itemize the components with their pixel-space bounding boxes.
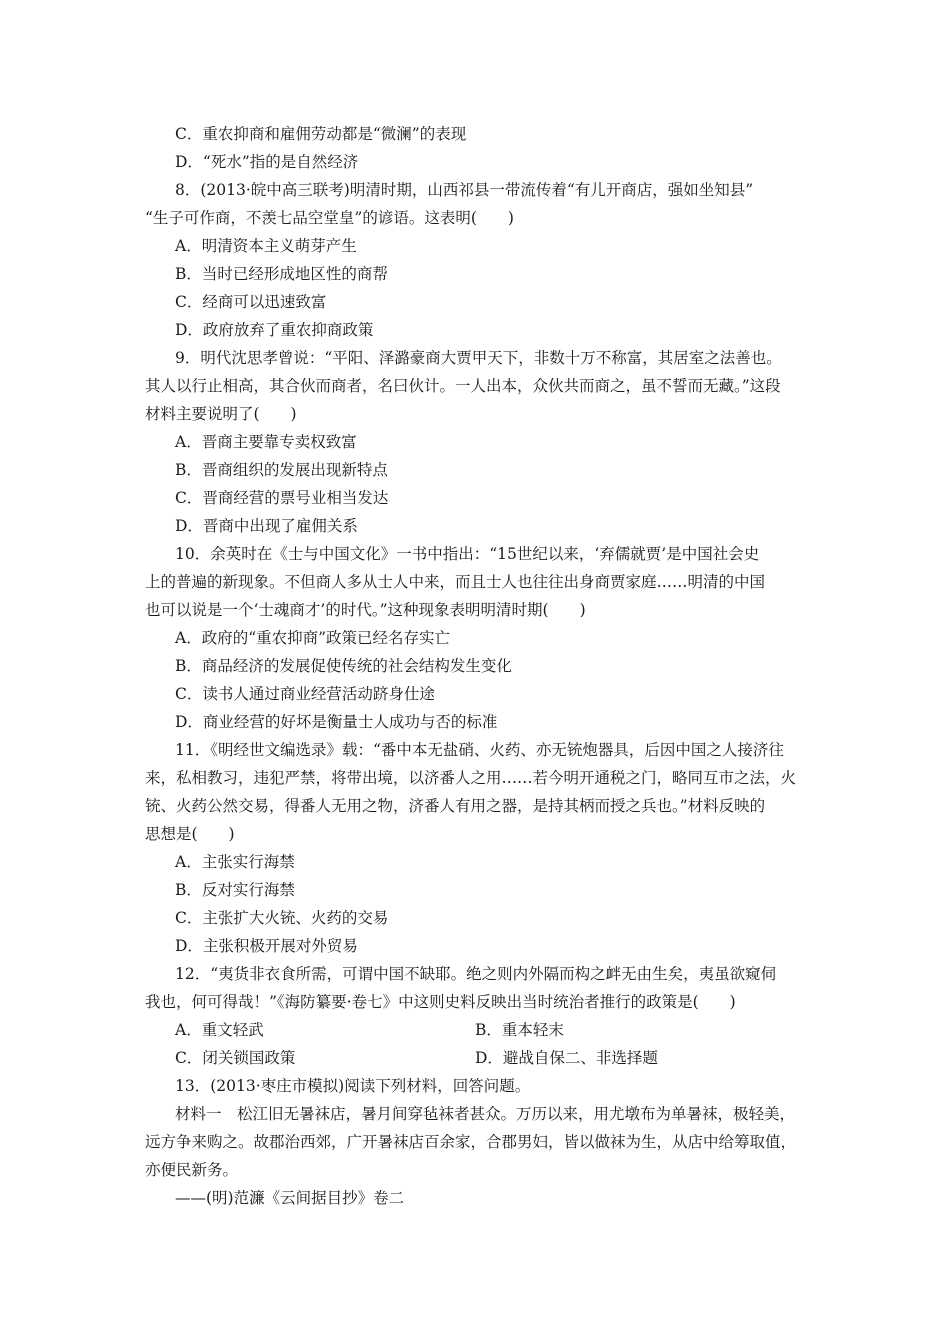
q9-stem-line-2: 其人以行止相高，其合伙而商者，名曰伙计。一人出本，众伙共而商之，虽不誓而无藏。”这段 (145, 377, 781, 395)
q11-stem-line-2: 来，私相教习，违犯严禁，将带出境，以济番人之用……若今明开通税之门，略同互市之法，火 (145, 769, 797, 787)
q10-stem-line-2: 上的普遍的新现象。不但商人多从士人中来，而且士人也往往出身商贾家庭……明清的中国 (145, 573, 766, 591)
q12-options-row-2 (145, 1044, 810, 1072)
q9-option-d: D．晋商中出现了雇佣关系 (175, 517, 358, 535)
q12-option-b: B．重本轻末 (475, 1021, 564, 1039)
q13-material-line-2: 远方争来购之。故郡治西郊，广开暑袜店百余家，合郡男妇，皆以做袜为生，从店中给筹取值， (145, 1133, 797, 1151)
q12-option-c: C．闭关锁国政策 (175, 1049, 296, 1067)
q10-option-b: B．商品经济的发展促使传统的社会结构发生变化 (175, 657, 512, 675)
q8-option-d: D．政府放弃了重农抑商政策 (175, 321, 374, 339)
document-body (145, 120, 810, 1212)
q7-option-d: D．“死水”指的是自然经济 (175, 153, 359, 171)
q8-option-b: B．当时已经形成地区性的商帮 (175, 265, 388, 283)
q13-material-source: ——(明)范濂《云间据目抄》卷二 (175, 1189, 405, 1207)
q10-option-a: A．政府的“重农抑商”政策已经名存实亡 (175, 629, 451, 647)
q9-stem-line-3: 材料主要说明了( ) (145, 405, 297, 423)
q10-stem-line-3: 也可以说是一个‘士魂商才’的时代。”这种现象表明明清时期( ) (145, 601, 586, 619)
q9-option-a: A．晋商主要靠专卖权致富 (175, 433, 357, 451)
q8-option-c: C．经商可以迅速致富 (175, 293, 327, 311)
q12-option-d: D．避战自保二、非选择题 (475, 1049, 658, 1067)
q11-stem-line-4: 思想是( ) (145, 825, 235, 843)
q9-option-b: B．晋商组织的发展出现新特点 (175, 461, 388, 479)
q12-option-a: A．重文轻武 (175, 1021, 264, 1039)
q8-option-a: A．明清资本主义萌芽产生 (175, 237, 357, 255)
q11-stem-line-3: 铳、火药公然交易，得番人无用之物，济番人有用之器，是持其柄而授之兵也。”材料反映的 (145, 797, 766, 815)
q10-stem-line-1: 10．余英时在《士与中国文化》一书中指出：“15世纪以来，‘弃儒就贾’是中国社会史 (175, 545, 760, 563)
q12-options-row-1 (145, 1016, 810, 1044)
q11-option-b: B．反对实行海禁 (175, 881, 295, 899)
q12-stem-line-2: 我也，何可得哉！”《海防纂要·卷七》中这则史料反映出当时统治者推行的政策是( ) (145, 993, 736, 1011)
q13-material-line-1: 材料一 松江旧无暑袜店，暑月间穿毡袜者甚众。万历以来，用尤墩布为单暑袜，极轻美， (175, 1105, 796, 1123)
q9-stem-line-1: 9．明代沈思孝曾说：“平阳、泽潞豪商大贾甲天下，非数十万不称富，其居室之法善也。 (175, 349, 782, 367)
q8-stem-line-2: “生子可作商，不羡七品空堂皇”的谚语。这表明( ) (145, 209, 514, 227)
q9-option-c: C．晋商经营的票号业相当发达 (175, 489, 389, 507)
q12-stem-line-1: 12．“夷货非衣食所需，可谓中国不缺耶。绝之则内外隔而构之衅无由生矣，夷虽欲窥伺 (175, 965, 777, 983)
q11-option-a: A．主张实行海禁 (175, 853, 295, 871)
q11-option-c: C．主张扩大火铳、火药的交易 (175, 909, 389, 927)
q11-stem-line-1: 11．《明经世文编选录》载：“番中本无盐硝、火药、亦无铳炮器具，后因中国之人接济往 (175, 741, 784, 759)
q10-option-d: D．商业经营的好坏是衡量士人成功与否的标准 (175, 713, 498, 731)
q11-option-d: D．主张积极开展对外贸易 (175, 937, 358, 955)
q13-stem: 13．(2013·枣庄市模拟)阅读下列材料，回答问题。 (175, 1077, 531, 1095)
q13-material-line-3: 亦便民新务。 (145, 1161, 239, 1179)
q8-stem-line-1: 8．(2013·皖中高三联考)明清时期，山西祁县一带流传着“有儿开商店，强如坐知县” (175, 181, 754, 199)
q7-option-c: C．重农抑商和雇佣劳动都是“微澜”的表现 (175, 125, 467, 143)
q10-option-c: C．读书人通过商业经营活动跻身仕途 (175, 685, 435, 703)
